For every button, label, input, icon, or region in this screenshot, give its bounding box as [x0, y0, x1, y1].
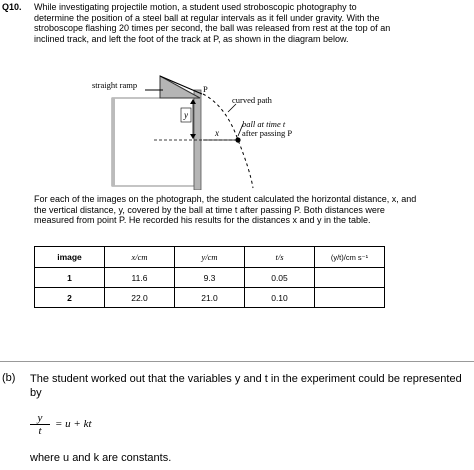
paragraph-line: For each of the images on the photograph, the student calculated the horizontal distance, x, and [34, 194, 417, 204]
curved-path-pointer [228, 104, 236, 112]
equation-rhs: = u + kt [55, 418, 92, 430]
part-b-label: (b) [2, 372, 16, 384]
header-y: y/cm [175, 247, 245, 268]
intro-line: determine the position of a steel ball at regular intervals as it fell under gravity. With the [34, 12, 380, 23]
fraction-denominator: t [38, 425, 42, 437]
results-table [34, 246, 385, 308]
curved-path [203, 94, 253, 188]
cell-y: 21.0 [175, 288, 245, 308]
cell-image: 1 [35, 268, 105, 288]
part-b-line1: The student worked out that the variables y and t in the experiment could be represented [30, 373, 462, 385]
cell-x: 11.6 [105, 268, 175, 288]
x-label: x [215, 128, 219, 138]
bench-edge [112, 98, 115, 186]
ball [235, 137, 240, 142]
where-line: where u and k are constants. [30, 452, 172, 464]
intro-line: stroboscope flashing 20 times per second, the ball was released from rest at the top of an [34, 23, 391, 34]
intro-line: inclined track, and left the foot of the track at P, as shown in the diagram below. [34, 33, 349, 44]
projectile-diagram [0, 60, 474, 190]
paragraph-line: measured from point P. He recorded his results for the distances x and y in the table. [34, 215, 371, 226]
cell-y-over-t [315, 288, 385, 308]
header-t: t/s [245, 247, 315, 268]
y-label: y [184, 110, 188, 120]
cell-x: 22.0 [105, 288, 175, 308]
table-header-row [35, 247, 385, 268]
fraction-y-over-t [30, 412, 50, 438]
part-b-text [30, 372, 470, 400]
question-intro [34, 2, 464, 44]
header-y-over-t: (y/t)/cm s⁻¹ [315, 247, 385, 268]
intro-line: While investigating projectile motion, a student used stroboscopic photography to [34, 2, 357, 12]
cell-y-over-t [315, 268, 385, 288]
header-x: x/cm [105, 247, 175, 268]
ball-label-line2: after passing P [242, 128, 293, 138]
cell-y: 9.3 [175, 268, 245, 288]
ball-label-line1: ball at time t [242, 119, 286, 129]
paragraph-line: the vertical distance, y, covered by the ball at time t after passing P. Both distances were [34, 204, 385, 215]
table-row [35, 288, 385, 308]
section-divider [0, 361, 474, 362]
point-p-label: P [203, 84, 208, 94]
cell-image: 2 [35, 288, 105, 308]
curved-path-label: curved path [232, 95, 272, 105]
inclined-track [160, 76, 200, 98]
header-image: image [35, 247, 105, 268]
cell-t: 0.10 [245, 288, 315, 308]
fraction-numerator: y [30, 412, 50, 425]
cell-t: 0.05 [245, 268, 315, 288]
part-b-line2: by [30, 387, 42, 399]
question-number: Q10. [2, 2, 22, 12]
results-paragraph [34, 194, 464, 226]
ramp-label: straight ramp [92, 80, 138, 90]
table-row [35, 268, 385, 288]
